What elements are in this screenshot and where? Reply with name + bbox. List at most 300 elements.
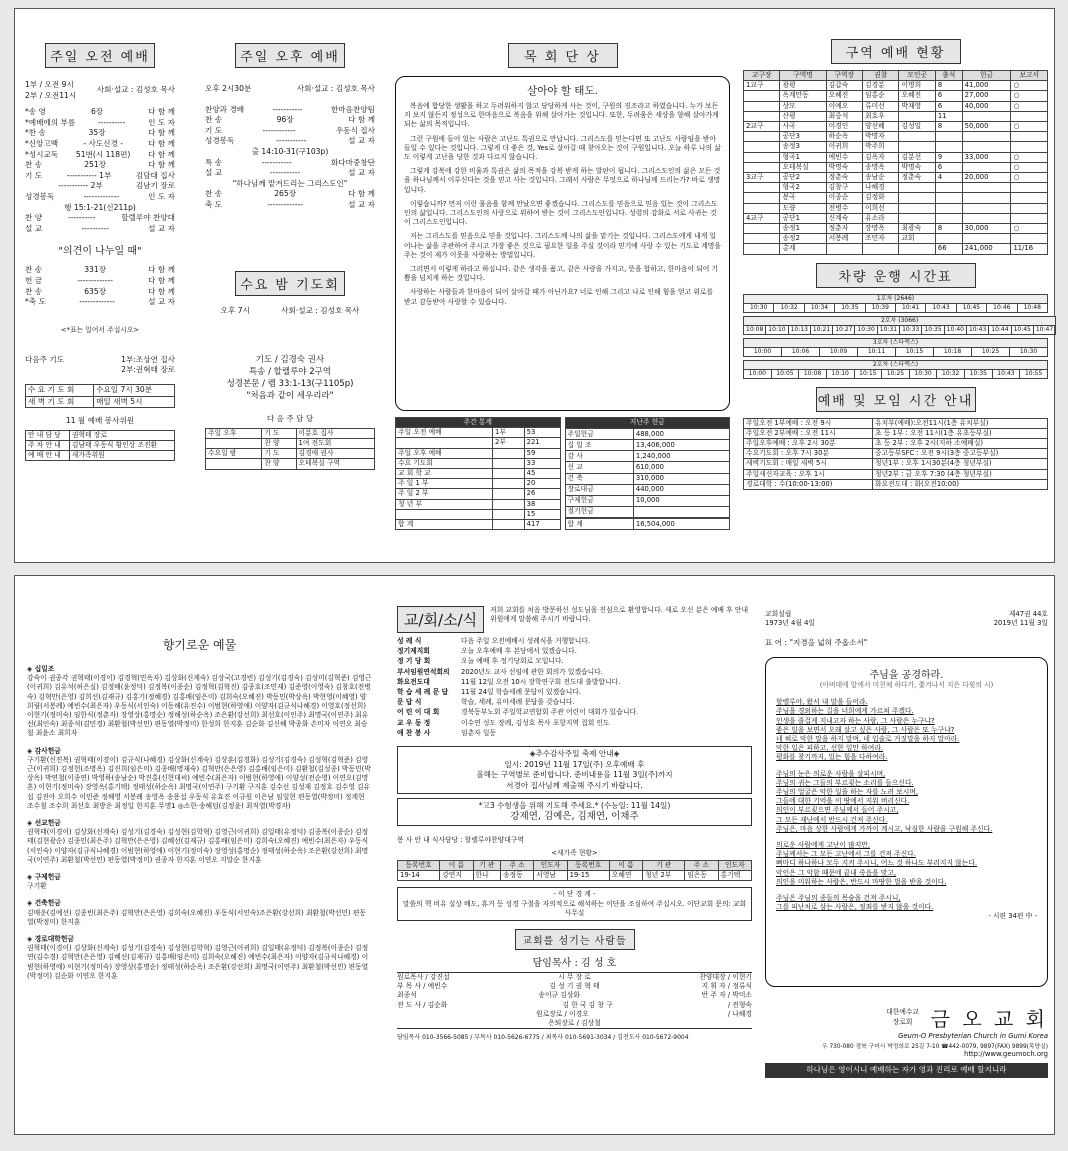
news-item-label: 정기제직회 <box>397 647 430 656</box>
bus-time: 10:15 <box>896 347 934 356</box>
newfam-cell: 임은동 <box>685 871 718 881</box>
am-order-row-cell: 다 함 께 <box>148 265 175 275</box>
meetings-table: 수 요 기 도 회 수요일 7시 30분 새 벽 기 도 회 매일 새벽 5시 <box>25 384 175 408</box>
district-cell <box>962 193 1011 203</box>
bus-route-table <box>743 294 1048 313</box>
pm-order-row-cell: 설 교 자 <box>348 199 375 209</box>
offering-cell: 10,000 <box>633 495 729 506</box>
psalm-line: 의인이 부르짖으면 주님께서 들어 주시고, <box>776 806 899 815</box>
weekly-stats <box>395 417 730 530</box>
district-cell: 나혜경 <box>863 183 899 193</box>
attendance-cell: 주일 오후 예배 <box>396 448 493 458</box>
attendance-cell <box>396 509 493 519</box>
district-row <box>744 224 1048 234</box>
pm-order-list <box>205 105 375 211</box>
pastor-column-box <box>395 76 730 411</box>
offerings-title: 향기로운 예물 <box>162 638 237 652</box>
attendance-cell: 45 <box>524 469 560 479</box>
psalm-line: 그들에 대한 기억을 이 땅에서 지워 버리신다. <box>776 797 910 806</box>
attendance-header <box>396 418 561 428</box>
am-order-row-cell: - 사도신경 - <box>83 138 123 148</box>
attendance-cell <box>493 479 525 489</box>
offering-group-names: 구기환 <box>27 882 47 891</box>
pm-order-row-cell: ----------- <box>261 157 292 167</box>
district-cell <box>935 234 962 244</box>
times-cell: 유치부(예배):오전11시(1층 유치부실) <box>873 418 1048 428</box>
bus-time: 10:09 <box>820 347 858 356</box>
news-item-text: 11월 24일 학습세례 문답이 있겠습니다. <box>461 688 582 697</box>
am-order-row-cell: *축 도 <box>25 297 46 307</box>
bus-route-name: 1호차 (2646) <box>744 294 1048 303</box>
am-order-row-cell: 찬 양 <box>25 213 43 223</box>
newfam-head: 기 관 <box>643 861 685 871</box>
district-cell: 이귀희 <box>826 142 862 152</box>
wed-details: 기도 / 김경숙 권사 특송 / 할렐루야 2구역 성경본문 / 렘 33:1-13(구1105p) "처음과 같이 세우리라" <box>226 355 354 402</box>
servers-title: 11 월 예배 봉사위원 <box>65 416 135 426</box>
news-item-label: 성 례 식 <box>397 637 422 645</box>
pm-order-row-cell: 다 함 께 <box>348 115 375 125</box>
news-item <box>397 657 752 666</box>
district-row <box>744 183 1048 193</box>
pm-order-row-cell: 다 함 께 <box>348 189 375 199</box>
district-cell: 4 <box>935 173 962 183</box>
district-cell <box>826 244 862 254</box>
attendance-cell: 주일 오전 예배 <box>396 428 493 438</box>
news-item-text: 경북동부노회 주일학교연합회 주관 어린이 대회가 있습니다. <box>461 708 639 717</box>
pm-order-row-cell: 성경봉독 <box>205 136 235 146</box>
district-cell: 27,000 <box>962 91 1011 101</box>
offering-group-names: 강숙이 권종각 권혁태(이경이) 김경혁(민옥자) 김상화(신계숙) 김상국(고경빈) 김성기(김경숙) 김성미(김혁준) 김영근(이귀희) 김유석(허은실) 김정배(윤정덕) 김정복(이종순) 김정혁(김혁진) 김종호(조민재) 김준영(이영숙) 김창호(전병숙) 김혁만(은영) 김희선(김재규) 김홍기(정혜경) 김홍배(임은미) 김희숙(오혜진) 박동민(박상옥) 박현영(이혜영) 양희림(서봉례) 예빈수(최은자) 우동식(서인숙) 이동해(유진수) 이범현(하영애) 이양자(김규식나혜경) 이영호(정선희) 이현기(정미숙) 임한식(정춘자) 장영상(홍명순) 정해성(하순옥) 조은환(강선희) 최선호(이인주) 최명국(이연주) 최유선(최인숙) 최종석(김민경) 최환철(박선민) 편동열(박정미) 한성희 한지훈 김순화 김신혜 박종화 손미자 이연오 최승철 최윤소 최희자 <box>27 674 372 738</box>
newfam-head: 등록번호 <box>398 861 440 871</box>
offering-cell: 감 사 <box>565 451 633 462</box>
district-cell: 이예오 <box>826 101 862 111</box>
district-cell: 오혜진 <box>899 91 935 101</box>
news-item-label: 부서임원연석회의 <box>397 667 450 676</box>
district-cell <box>1011 132 1048 142</box>
district-cell <box>1011 234 1048 244</box>
district-cell <box>962 234 1011 244</box>
district-cell <box>744 244 780 254</box>
district-cell: ○ <box>1011 122 1048 132</box>
attendance-row <box>396 448 561 458</box>
am-order-row <box>25 297 175 308</box>
district-cell: 오혜진 <box>826 91 862 101</box>
district-cell: 공단1 <box>780 213 826 223</box>
bus-time: 10:35 <box>835 303 865 312</box>
district-cell <box>935 183 962 193</box>
offering-cell: 건 축 <box>565 473 633 484</box>
offering-group-title: ◈ 선교헌금 <box>27 819 61 828</box>
district-row <box>744 101 1048 111</box>
staff-phones: 담임목사 010-3566-5085 / 부목사 010-5626-6775 / 최목사 010-5691-3034 / 김전도사 010-5672-9004 <box>397 1034 689 1042</box>
news-item-text: 오늘 오후예배 후 본당에서 있겠습니다. <box>461 647 577 656</box>
district-head: 권찰 <box>863 71 899 81</box>
attendance-cell <box>493 489 525 499</box>
district-cell <box>744 162 780 172</box>
pm-service-title: 주일 오후 예배 <box>235 43 345 68</box>
district-cell <box>899 183 935 193</box>
district-cell <box>962 203 1011 213</box>
news-item-label: 애 찬 봉 사 <box>397 728 431 737</box>
bus-time: 10:34 <box>804 303 834 312</box>
psalm-line <box>776 834 1037 841</box>
offering-row <box>565 451 730 462</box>
district-cell <box>962 111 1011 121</box>
bus-time: 10:35 <box>965 369 993 378</box>
offering-head: 지난주 헌금 <box>565 418 730 429</box>
staff-row-cell: 김 한 국 김 창 구 <box>562 1000 613 1009</box>
newfam-row <box>398 871 752 881</box>
bus-time: 10:40 <box>944 325 966 334</box>
pm-order-row-cell: 기 도 <box>205 125 223 135</box>
am-order-row-cell: 다 함 께 <box>148 128 175 138</box>
district-cell <box>744 234 780 244</box>
district-cell: 김정화 <box>863 193 899 203</box>
district-cell: ○ <box>1011 91 1048 101</box>
district-cell: 이희선 <box>863 203 899 213</box>
bus-route-times <box>744 303 1048 312</box>
news-item-label: 학 습 세 례 문 답 <box>397 688 449 697</box>
district-cell: 오테복실 <box>780 162 826 172</box>
bus-route-head <box>744 338 1048 347</box>
district-cell: 이종순 <box>826 193 862 203</box>
district-cell: 최호우 <box>863 111 899 121</box>
district-cell: 김창구 <box>826 183 862 193</box>
district-cell: 2교구 <box>744 122 780 132</box>
attendance-row <box>396 469 561 479</box>
news-item-label: 문 답 식 <box>397 698 422 707</box>
am-order-row-cell: 35장 <box>88 128 106 138</box>
psalm-line: 네 혀로 악한 말을 하지 말며, 네 입술로 거짓말을 하지 말아라. <box>776 735 960 744</box>
district-cell: 정춘숙 <box>899 173 935 183</box>
bulletin-outside-sheet <box>14 575 1055 1135</box>
bus-route-table <box>743 338 1048 357</box>
pastor-paragraph: 이렇습니까? 먼저 이런 물음을 함께 만났으면 좋겠습니다. 그리스도를 믿음으로 믿음 있는 것이 그리스도인의 삶입니다. 그리스도인의 사랑으로 위하여 받는 것이 그리스도인입니다. 성령의 감화로 서로 사귀는 것이 그리스도인입니다. <box>404 199 718 227</box>
established-label: 교회설립 <box>765 610 792 618</box>
attendance-cell: 청 년 부 <box>396 499 493 509</box>
psalm-line: 주님은 주님의 종들의 목숨을 건져 주시니, <box>776 894 901 903</box>
offering-cell <box>633 506 729 517</box>
am-order-list-2 <box>25 265 175 307</box>
times-cell: 초 등 2부 : 오후 2시(지하 소예배실) <box>873 439 1048 449</box>
newfam-table <box>397 860 752 881</box>
district-cell: 41,000 <box>962 81 1011 91</box>
attendance-cell <box>493 509 525 519</box>
psalm-line: 악인은 그 악함 때문에 끝내 죽음을 맞고, <box>776 868 897 877</box>
offering-row <box>565 519 730 530</box>
district-cell: 사곡 <box>780 122 826 132</box>
bus-time: 10:10 <box>826 369 854 378</box>
service-notice: 봉 사 안 내 식사담당 : 할렐루야찬양대구역 <box>397 835 524 844</box>
attendance-cell <box>396 438 493 448</box>
district-header <box>744 71 1048 81</box>
am-order-row-cell: 다 함 께 <box>148 160 175 170</box>
district-cell: 총계 <box>780 244 826 254</box>
attendance-cell: 53 <box>524 428 560 438</box>
attendance-cell: 합 계 <box>396 520 493 530</box>
am-order-row <box>25 203 175 214</box>
pastor-column <box>395 9 730 562</box>
staff-list <box>397 972 752 1029</box>
district-row <box>744 162 1048 172</box>
bus-title: 차량 운행 시간표 <box>816 263 976 288</box>
offering-group-names: 권혁태(이경이) 김상화(신계숙) 김성기(김경숙) 김성현(김학혁) 김영근(이귀희) 김일태(유정덕) 김종복(이종순) 김정태(김현광순) 김종민(최은주) 김혁만(은은영) 김혜선(김재규) 김홍배(임은미) 김희숙(오혜진) 예빈수(최은자) 우동식(서인숙) 이양자(김규식나혜경) 이범현(하영애) 이현기(정미숙) 장영성(홍명순) 정태성(하순옥) 조은환(강선희) 최명국(이연주) 최환철(박선민) 편동열(박정미) 권종자 한지훈 이연오 지말순 한지훈 <box>27 828 369 864</box>
district-head: 보고서 <box>1011 71 1048 81</box>
am-order-row <box>25 276 175 287</box>
district-cell: 3교구 <box>744 173 780 183</box>
district-cell: 봉곡 <box>780 193 826 203</box>
offering-group-title: ◈ 구제헌금 <box>27 873 61 882</box>
bus-time: 10:43 <box>966 325 988 334</box>
attendance-cell: 38 <box>524 499 560 509</box>
bus-time: 10:47 <box>1033 325 1055 334</box>
am-order-row-cell: 6장 <box>90 107 104 117</box>
district-head: 구역장 <box>826 71 862 81</box>
attendance-cell <box>493 499 525 509</box>
church-url[interactable]: http://www.geumoch.org <box>964 1050 1048 1059</box>
district-cell <box>744 132 780 142</box>
am-order-row-cell: 찬 송 <box>25 286 43 296</box>
pm-order-row-cell: 찬 송 <box>205 115 223 125</box>
attendance-row <box>396 489 561 499</box>
attendance-head: 주간 통계 <box>396 418 561 428</box>
psalm-text <box>776 698 1037 912</box>
wed-service-title: 수요 밤 기도회 <box>235 271 345 296</box>
news-list <box>397 637 752 738</box>
district-cell: 박재영 <box>899 101 935 111</box>
district-row <box>744 81 1048 91</box>
am-order-row-cell: ---------- <box>81 223 109 233</box>
district-cell: 정춘자 <box>826 224 862 234</box>
next-week-table: 주일 오후 기 도 이분호 집사 찬 양 1여 전도회 수요일 밤 기 도 김경애 권사 찬 양 오테복실 구역 <box>205 428 375 470</box>
am-order-row <box>25 287 175 298</box>
district-cell: 241,000 <box>962 244 1011 254</box>
am-order-row-cell: 331장 <box>84 265 107 275</box>
am-order-row-cell: *예배에의 부름 <box>25 117 76 127</box>
bus-route-times <box>744 347 1048 356</box>
district-cell <box>962 142 1011 152</box>
pm-order-row-cell: 축 도 <box>205 199 223 209</box>
wed-leader: 사회·설교 : 김성호 목사 <box>281 305 360 315</box>
staff-row-cell: 원로장로 / 이경오 <box>536 1009 589 1018</box>
district-table <box>743 70 1048 255</box>
am-order-row-cell: *신앙고백 <box>25 138 59 148</box>
district-cell <box>899 142 935 152</box>
attendance-cell: 수요 기도회 <box>396 458 493 468</box>
news-item <box>397 668 752 677</box>
district-cell <box>1011 142 1048 152</box>
heresy-box: - 이 단 경 계 - 말씀의 핵 비유 실상 배도, 휴거 등 성경 구절을 자의적으로 해석하는 이단을 조심하여 주십시오. 이단교회 문의: 교회 사무실 <box>397 887 752 921</box>
offering-group-title: ◈ 감사헌금 <box>27 746 61 755</box>
offering-row <box>565 484 730 495</box>
pm-order-row <box>205 147 375 158</box>
pm-order-row-cell: 설 교 자 <box>348 168 375 178</box>
newfam-head: 주 소 <box>685 861 718 871</box>
am-order-row <box>25 265 175 276</box>
am-order-row <box>25 192 175 203</box>
am-order-row-cell: 할렐루야 찬양대 <box>121 213 175 223</box>
newfam-cell: 홍기택 <box>718 871 751 881</box>
bus-time: 10:45 <box>1011 325 1033 334</box>
district-cell: 송정3 <box>780 142 826 152</box>
times-table <box>743 418 1048 490</box>
district-cell: 공단3 <box>780 132 826 142</box>
news-item-label: 화요전도대 <box>397 677 430 686</box>
attendance-cell <box>493 469 525 479</box>
district-cell <box>744 152 780 162</box>
attendance-cell: 교 회 학 교 <box>396 469 493 479</box>
district-cell <box>962 132 1011 142</box>
times-row <box>744 428 1048 438</box>
offering-cell: 선 교 <box>565 462 633 473</box>
times-cell: 경로대학 : 수(10:00-13:00) <box>744 479 873 489</box>
am-service-column <box>25 9 175 562</box>
offerings-list <box>27 665 372 981</box>
bus-route-table <box>743 316 1056 335</box>
attendance-cell: 417 <box>524 520 560 530</box>
district-cell: 전병수 <box>826 203 862 213</box>
bus-time: 10:48 <box>1017 303 1047 312</box>
district-cell: 이경인 <box>826 122 862 132</box>
am-order-row-cell: 헌 금 <box>25 275 43 285</box>
newfam-head: 이 름 <box>440 861 473 871</box>
offering-cell: 절기헌금 <box>565 506 633 517</box>
am-order-row-cell: 인 도 자 <box>148 191 175 201</box>
times-cell: 청년1부 : 오후 1시30분(4층 청년부실) <box>873 459 1048 469</box>
psalm-line: 주님의 귀는 그들의 부르짖는 소리를 들으신다. <box>776 778 914 787</box>
district-cell: 신계숙 <box>826 213 862 223</box>
district-cell <box>744 101 780 111</box>
newfam-cell: 송정동 <box>500 871 533 881</box>
district-row <box>744 111 1048 121</box>
times-cell: 주일오전 1부예배 : 오전 9시 <box>744 418 873 428</box>
district-cell: 조민자 <box>863 234 899 244</box>
psalm-line <box>776 763 1037 770</box>
bus-time: 10:41 <box>895 303 925 312</box>
district-cell: 교회 <box>899 234 935 244</box>
times-row <box>744 469 1048 479</box>
news-intro: 저희 교회를 처음 방문하신 성도님을 진심으로 환영합니다. 새로 오신 분은 예배 후 안내위원에게 말씀해 주시기 바랍니다. <box>490 606 749 624</box>
am-order-row-cell: 성경봉독 <box>25 191 55 201</box>
times-row <box>744 459 1048 469</box>
pm-order-row <box>205 179 375 190</box>
newfam-cell: 한나 <box>473 871 500 881</box>
offering-row <box>565 429 730 440</box>
district-head: 모인곳 <box>899 71 935 81</box>
news-item-label: 교 우 동 정 <box>397 718 431 727</box>
bus-route-name: 2호차 (3066) <box>744 316 1056 325</box>
pm-order-row-cell: 찬양과 경배 <box>205 104 245 114</box>
am-order-row <box>25 118 175 129</box>
district-cell <box>744 203 780 213</box>
next-week-title: 다 음 주 담 당 <box>266 414 314 424</box>
district-cell: 박명숙 <box>826 162 862 172</box>
offering-cell: 610,000 <box>633 462 729 473</box>
district-cell: 박명숙 <box>899 162 935 172</box>
attendance-cell: 59 <box>524 448 560 458</box>
news-item-text: 임춘자 일동 <box>461 728 496 737</box>
district-cell: 66 <box>935 244 962 254</box>
district-row <box>744 142 1048 152</box>
pastor-paragraph: 그런 구원에 들어 있는 사람은 고난도 특권으로 만납니다. 그리스도를 믿는다면 또 고난도 사람임을 받아들일 수 있다는 것입니다. 그렇게 더 좋은 것, Yes로 살아갈 때 찾아오는 것이 구원입니다. 오늘 하루 나의 삶도 이렇게 고난을 당한 것과 다르지 않습니다. <box>404 134 721 162</box>
offering-cell: 합 계 <box>565 519 633 530</box>
times-cell: 주일오후예배 : 오후 2시 30분 <box>744 439 873 449</box>
offering-row <box>565 495 730 506</box>
pm-order-row <box>205 189 375 200</box>
bus-time: 10:05 <box>771 369 799 378</box>
church-address: 우 730-080 경북 구미시 박정희로 25길 7-10 ☎442-0079, 9897(FAX) 9899(목양실) <box>822 1044 1048 1051</box>
next-prayer: 다음주 기도 1부:조상연 집사 2부:권혁태 장로 <box>25 354 175 375</box>
staff-title: 교회를 섬기는 사람들 <box>515 929 635 950</box>
bus-route-times <box>744 325 1056 334</box>
am-order-row-cell: *찬 송 <box>25 128 46 138</box>
district-cell: 송정1 <box>780 224 826 234</box>
senior-pastor: 담임목사 : 김 성 호 <box>532 958 617 970</box>
news-title: 교/회/소/식 <box>397 606 484 633</box>
psalm-line: 인생을 즐겁게 지내고자 하는 사람, 그 사람은 누구냐? <box>776 716 935 725</box>
exam-prayer-notice: *고3 수험생을 위해 기도해 주세요.* (수능일: 11월 14일) 강제연, 김예은, 김채연, 이채주 <box>397 798 752 825</box>
district-cell: ○ <box>1011 81 1048 91</box>
news-item-text: 11월 12일 오전 10시 장학연구회 전도대 출발합니다. <box>461 677 621 686</box>
am-order-row-cell: ----------- 2부 <box>58 181 103 191</box>
district-cell <box>962 162 1011 172</box>
district-cell: ○ <box>1011 224 1048 234</box>
psalm-line <box>776 887 1037 894</box>
psalm-line: 의로운 사람에게 고난이 많지만, <box>776 841 870 850</box>
staff-row-cell: 반 주 자 / 박미소 <box>701 991 752 1000</box>
offering-row <box>565 473 730 484</box>
district-cell: 김옥자 <box>863 152 899 162</box>
church-english: Geum-O Presbyterian Church in Gumi Korea <box>898 1032 1048 1040</box>
district-row <box>744 173 1048 183</box>
district-cell: 공단2 <box>780 173 826 183</box>
district-cell: 30,000 <box>962 224 1011 234</box>
district-cell: 김분선 <box>899 152 935 162</box>
offering-group-names: 김매운(김예선) 김종빈(최은주) 김혁만(은은영) 김희숙(오혜진) 우동식(서인숙)조은환(강선희) 최환철(박선민) 편동열(박정미) 한지훈 <box>27 908 366 926</box>
am-order-row-cell: 김남기 장로 <box>135 181 175 191</box>
times-cell: 주일새신자교육 : 오후 1시 <box>744 469 873 479</box>
district-column <box>743 9 1054 562</box>
am-sermon-title: "의견이 나누일 때" <box>58 246 142 258</box>
attendance-cell: 20 <box>524 479 560 489</box>
district-row <box>744 91 1048 101</box>
offering-cell: 16,504,000 <box>633 519 729 530</box>
newfam-header <box>398 861 752 871</box>
am-order-row-cell: ---------- <box>97 117 126 127</box>
attendance-row <box>396 520 561 530</box>
servers-table: 안 내 담 당 권혁태 장로 주 차 안 내 김남태 우동식 황인상 조진환 예 배 안 내 새가족위원 <box>25 430 175 462</box>
district-row <box>744 244 1048 254</box>
bus-time: 10:08 <box>799 369 827 378</box>
offering-cell: 주일헌금 <box>565 429 633 440</box>
volume: 제47권 44호 <box>1008 610 1048 618</box>
thanksgiving-notice: ◈추수감사주일 축제 안내◈ 일시: 2019년 11월 17일(주) 오후예배 후 올해는 구역별로 준비합니다. 준비내용을 11월 3일(주)까지 서경아 집사님께 제출해 주시기 바랍니다. <box>397 746 752 794</box>
bus-time: 10:32 <box>937 369 965 378</box>
district-cell: 양선혜 <box>863 122 899 132</box>
bus-time: 10:43 <box>992 369 1020 378</box>
pastor-text <box>404 102 721 307</box>
newfam-head: 기 관 <box>473 861 500 871</box>
pm-time: 오후 2시30분 <box>205 84 252 93</box>
pm-order-row-cell: 96장 <box>276 115 294 125</box>
times-cell: 수요기도회 : 오후 7시 30분 <box>744 449 873 459</box>
offering-cell: 1,240,000 <box>633 451 729 462</box>
newfam-cell: 청년 2부 <box>643 871 685 881</box>
issue-date: 2019년 11월 3일 <box>993 619 1048 628</box>
attendance-row <box>396 499 561 509</box>
pm-order-row <box>205 200 375 211</box>
pm-order-row-cell: 우동식 집사 <box>335 125 375 135</box>
